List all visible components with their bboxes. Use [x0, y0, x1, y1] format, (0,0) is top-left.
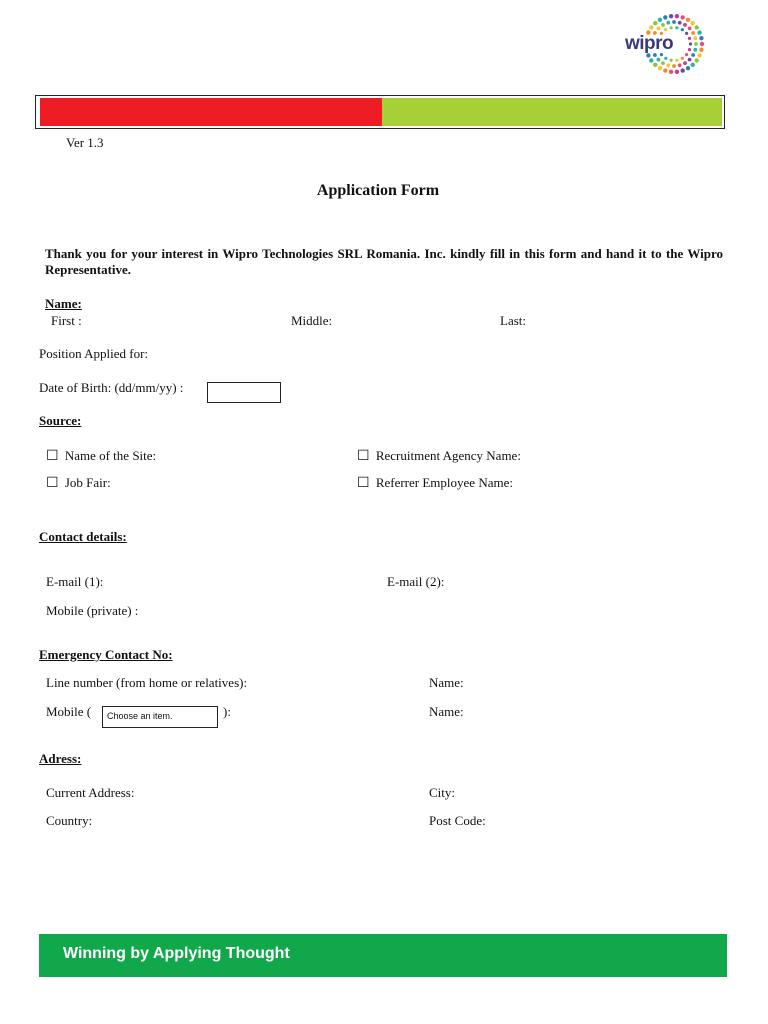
logo-dot — [688, 27, 692, 31]
logo-dot — [670, 26, 673, 29]
logo-dot — [688, 37, 691, 40]
post-code-label[interactable]: Post Code: — [429, 813, 486, 828]
logo-dot — [686, 18, 690, 22]
logo-dot — [693, 48, 697, 52]
logo-dot — [695, 58, 699, 62]
source-option-referrer[interactable] — [357, 475, 513, 491]
band-green-segment — [382, 98, 722, 126]
logo-dot — [653, 63, 657, 67]
logo-dot — [649, 58, 653, 62]
logo-dot — [678, 21, 682, 25]
city-label[interactable]: City: — [429, 785, 456, 800]
logo-dot — [681, 28, 684, 31]
checkbox-icon[interactable]: ☐ — [46, 475, 59, 491]
logo-dot — [669, 14, 673, 18]
logo-dot — [691, 31, 695, 35]
version-label: Ver 1.3 — [66, 135, 104, 150]
checkbox-icon[interactable]: ☐ — [357, 475, 370, 491]
logo-dot — [699, 48, 703, 52]
header-color-band — [35, 95, 725, 129]
mobile-private-label[interactable]: Mobile (private) : — [46, 603, 139, 618]
checkbox-icon[interactable]: ☐ — [357, 448, 370, 464]
logo-dot — [678, 63, 682, 67]
logo-dot — [649, 25, 653, 29]
logo-dot — [670, 59, 673, 62]
checkbox-icon[interactable]: ☐ — [46, 448, 59, 464]
logo-dot — [664, 28, 667, 31]
footer-slogan: Winning by Applying Thought — [63, 945, 290, 962]
emergency-name2-label[interactable]: Name: — [429, 704, 464, 719]
logo-dot — [658, 18, 662, 22]
mobile-type-select[interactable]: Choose an item. — [102, 706, 218, 728]
logo-dot — [693, 36, 697, 40]
logo-dot — [689, 42, 692, 45]
footer-banner — [39, 934, 727, 977]
logo-dot — [675, 26, 678, 29]
logo-dot — [691, 63, 695, 67]
country-label[interactable]: Country: — [46, 813, 93, 828]
source-option-site[interactable] — [46, 448, 156, 464]
logo-dot — [691, 21, 695, 25]
logo-dot — [653, 21, 657, 25]
source-option-label: Job Fair: — [64, 475, 111, 490]
logo-dot — [688, 58, 692, 62]
emergency-mobile-prefix: Mobile ( — [46, 704, 92, 719]
position-applied-label[interactable]: Position Applied for: — [39, 346, 149, 361]
logo-dot — [695, 25, 699, 29]
logo-dot — [700, 42, 704, 46]
logo-dot — [681, 15, 685, 19]
emergency-heading: Emergency Contact No: — [39, 647, 173, 662]
band-red-segment — [40, 98, 382, 126]
logo-dot — [697, 30, 701, 34]
contact-heading: Contact details: — [39, 529, 127, 544]
logo-dot — [666, 21, 670, 25]
logo-dot — [657, 58, 661, 62]
logo-dot — [681, 68, 685, 72]
logo-dot — [661, 23, 665, 27]
logo-dot — [663, 68, 667, 72]
logo-dot — [669, 70, 673, 74]
logo-dot — [675, 14, 679, 18]
middle-name-label[interactable]: Middle: — [291, 313, 333, 328]
logo-dot — [663, 15, 667, 19]
email1-label[interactable]: E-mail (1): — [46, 574, 104, 589]
logo-dot — [688, 48, 691, 51]
logo-dot — [661, 61, 665, 65]
dob-label: Date of Birth: (dd/mm/yy) : — [39, 380, 184, 395]
logo-dot — [666, 63, 670, 67]
source-option-label: Recruitment Agency Name: — [375, 448, 521, 463]
emergency-name1-label[interactable]: Name: — [429, 675, 464, 690]
logo-dot — [683, 23, 687, 27]
form-title: Application Form — [316, 182, 440, 199]
logo-dot — [699, 36, 703, 40]
line-number-label[interactable]: Line number (from home or relatives): — [46, 675, 248, 690]
source-option-label: Name of the Site: — [64, 448, 157, 463]
intro-text: Thank you for your interest in Wipro Technologies SRL Romania. Inc. kindly fill in this form and hand it to the Wipro Representative. — [45, 246, 723, 277]
source-heading: Source: — [39, 413, 82, 428]
current-address-label[interactable]: Current Address: — [46, 785, 135, 800]
logo-dot — [672, 64, 676, 68]
logo-dot — [683, 61, 687, 65]
logo-wordmark: wipro — [625, 33, 674, 54]
last-name-label[interactable]: Last: — [500, 313, 526, 328]
logo-dot — [675, 59, 678, 62]
logo-dot — [664, 57, 667, 60]
logo-dot — [675, 70, 679, 74]
logo-dot — [681, 57, 684, 60]
logo-dot — [691, 53, 695, 57]
source-option-agency[interactable] — [357, 448, 521, 464]
logo-dot — [672, 20, 676, 24]
logo-dot — [694, 42, 698, 46]
dob-input-box[interactable] — [207, 382, 281, 403]
name-heading: Name: — [45, 296, 82, 311]
logo-dot — [658, 66, 662, 70]
email2-label[interactable]: E-mail (2): — [387, 574, 445, 589]
logo-dot — [686, 66, 690, 70]
logo-dot — [697, 53, 701, 57]
source-option-job-fair[interactable] — [46, 475, 111, 491]
emergency-mobile-suffix: ): — [223, 704, 231, 719]
first-name-label[interactable]: First : — [51, 313, 82, 328]
source-option-label: Referrer Employee Name: — [375, 475, 513, 490]
logo-dot — [685, 53, 688, 56]
logo-dot — [685, 32, 688, 35]
address-heading: Adress: — [39, 751, 82, 766]
logo-dot — [657, 27, 661, 31]
